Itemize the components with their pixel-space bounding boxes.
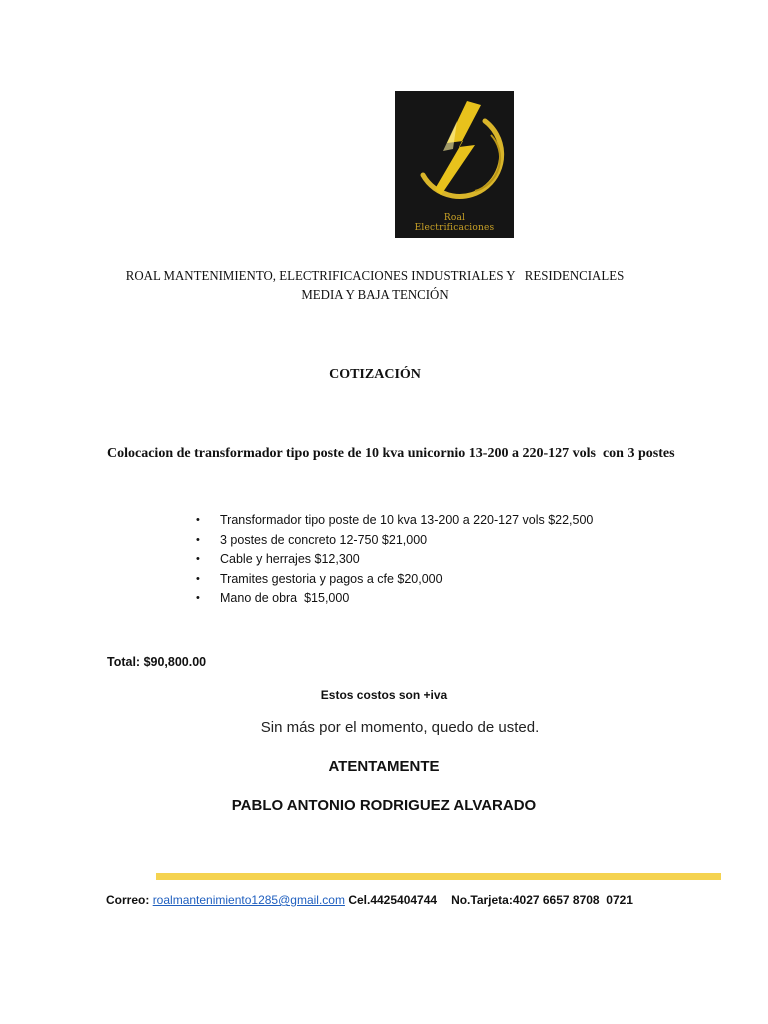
bullet-icon: • <box>196 533 200 546</box>
regards: ATENTAMENTE <box>328 758 440 775</box>
list-item <box>196 570 593 590</box>
bullet-icon: • <box>196 514 200 526</box>
company-tagline: MEDIA Y BAJA TENCIÓN <box>301 288 449 303</box>
item-text: 3 postes de concreto 12-750 $21,000 <box>220 532 428 547</box>
company-header <box>30 267 720 305</box>
item-text: Mano de obra $15,000 <box>220 591 350 605</box>
phone-number: Cel.4425404744 <box>348 893 438 907</box>
list-item <box>196 550 593 570</box>
contact-footer <box>106 893 633 907</box>
footer-divider <box>156 873 721 880</box>
list-item <box>196 531 593 551</box>
bullet-icon: • <box>196 592 200 604</box>
company-name: ROAL MANTENIMIENTO, ELECTRIFICACIONES INDUSTRIALES Y RESIDENCIALES <box>125 269 625 284</box>
email-label: Correo: <box>106 893 150 907</box>
logo-text-line2: Electrificaciones <box>414 223 495 233</box>
logo-text-line1: Roal <box>443 213 466 223</box>
closing-line: Sin más por el momento, quedo de usted. <box>260 719 540 736</box>
quote-total: Total: $90,800.00 <box>107 655 207 669</box>
bullet-icon: • <box>196 553 200 565</box>
quote-subject: Colocacion de transformador tipo poste de 10 kva unicornio 13-200 a 220-127 vols con 3 postes <box>107 446 675 461</box>
signer-name: PABLO ANTONIO RODRIGUEZ ALVARADO <box>231 797 537 814</box>
item-text: Cable y herrajes $12,300 <box>220 552 360 566</box>
email-link[interactable]: roalmantenimiento1285@gmail.com <box>152 893 345 907</box>
quote-items-list <box>196 511 593 609</box>
company-logo <box>395 91 514 238</box>
document-title: COTIZACIÓN <box>329 367 421 382</box>
card-number: No.Tarjeta:4027 6657 8708 0721 <box>451 893 633 907</box>
iva-note: Estos costos son +iva <box>320 688 448 702</box>
list-item <box>196 589 593 609</box>
item-text: Tramites gestoria y pagos a cfe $20,000 <box>220 571 443 586</box>
bullet-icon: • <box>196 572 200 585</box>
item-text: Transformador tipo poste de 10 kva 13-200 a 220-127 vols $22,500 <box>220 513 594 527</box>
list-item <box>196 511 593 531</box>
